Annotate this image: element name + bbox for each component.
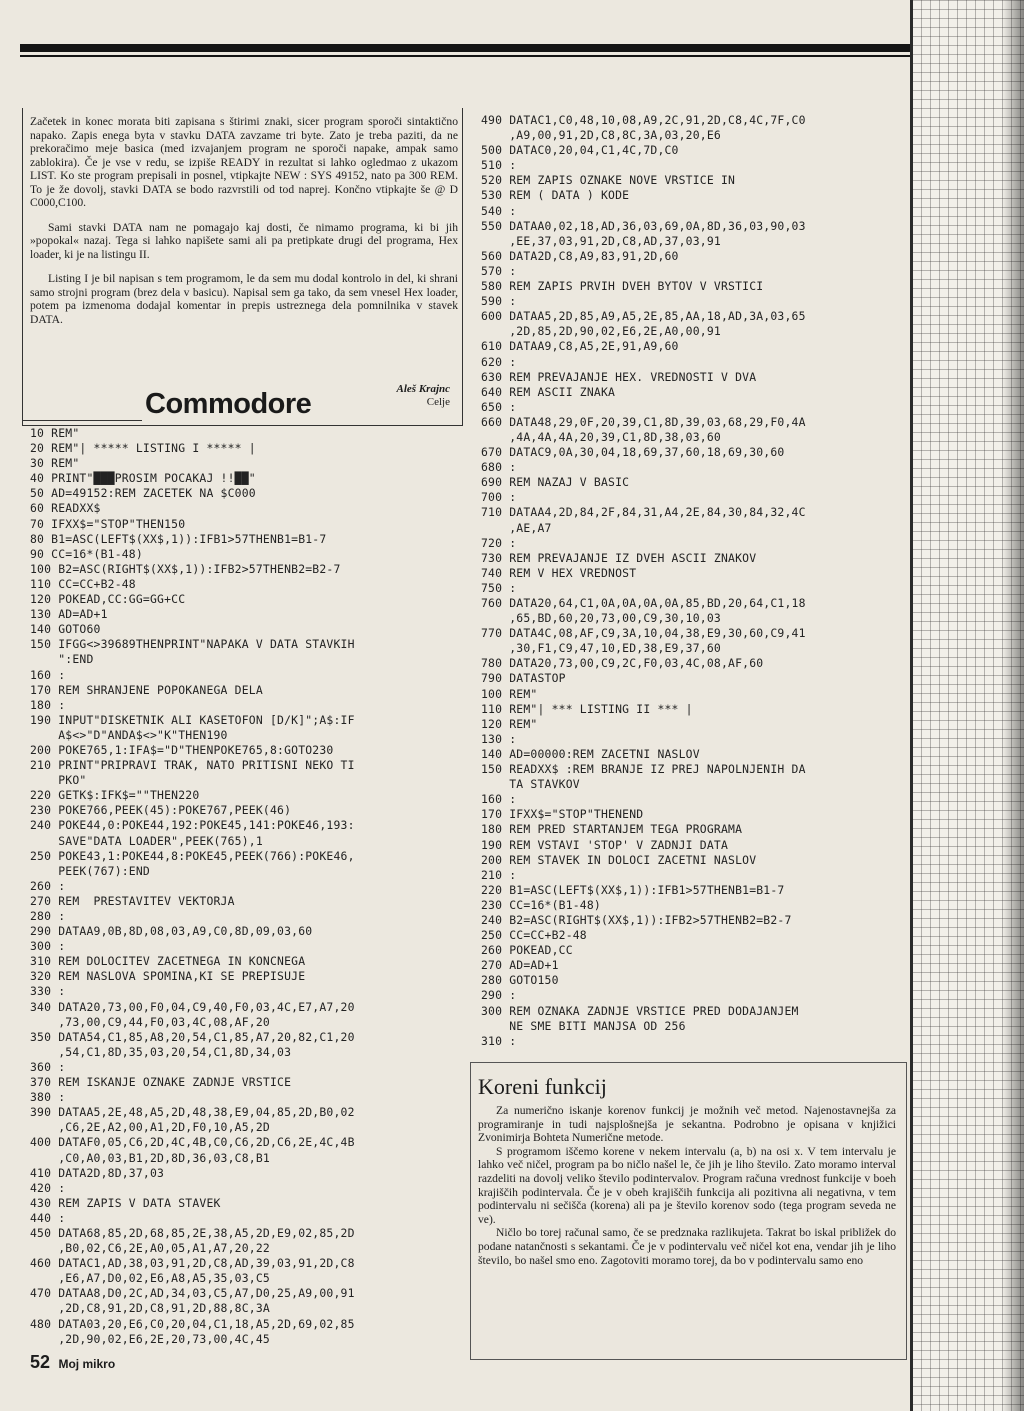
code-line: ,A9,00,91,2D,C8,8C,3A,03,20,E6	[481, 128, 721, 143]
author-city: Celje	[426, 396, 450, 408]
code-line: 270 AD=AD+1	[481, 958, 559, 973]
magazine-name: Moj mikro	[58, 1357, 116, 1371]
code-line: 650 :	[481, 399, 517, 414]
code-line: ,54,C1,8D,35,03,20,54,C1,8D,34,03	[30, 1044, 292, 1059]
code-line: 430 REM ZAPIS V DATA STAVEK	[30, 1195, 221, 1210]
code-line: 330 :	[30, 984, 66, 999]
code-line: 680 :	[481, 460, 517, 475]
page-gutter-shadow	[1002, 0, 1024, 1411]
code-line: 510 :	[481, 158, 517, 173]
code-line: 150 READXX$ :REM BRANJE IZ PREJ NAPOLNJENIH DA	[481, 762, 806, 777]
code-line: 150 IFGG<>39689THENPRINT"NAPAKA V DATA STAVKIH	[30, 637, 355, 652]
section-brand-commodore: Commodore	[145, 388, 312, 420]
code-line: 760 DATA20,64,C1,0A,0A,0A,0A,85,BD,20,64,C1,18	[481, 596, 806, 610]
code-line: 240 POKE44,0:POKE44,192:POKE45,141:POKE46,193:	[30, 818, 355, 833]
code-line: 120 POKEAD,CC:GG=GG+CC	[30, 592, 186, 607]
code-line: 790 DATASTOP	[481, 671, 566, 686]
code-line: 450 DATA68,85,2D,68,85,2E,38,A5,2D,E9,02,85,2D	[30, 1225, 355, 1240]
code-line: ,4A,4A,4A,20,39,C1,8D,38,03,60	[481, 429, 721, 444]
listing-i-code	[30, 426, 355, 1347]
code-line: 50 AD=49152:REM ZACETEK NA $C000	[30, 486, 256, 501]
code-line: 360 :	[30, 1059, 66, 1074]
code-line: 750 :	[481, 580, 517, 595]
top-rule-thin	[20, 55, 912, 57]
code-line: 260 POKEAD,CC	[481, 943, 573, 958]
code-line: ,2D,C8,91,2D,C8,91,2D,88,8C,3A	[30, 1301, 270, 1316]
code-line: 520 REM ZAPIS OZNAKE NOVE VRSTICE IN	[481, 173, 736, 188]
code-line: 140 AD=00000:REM ZACETNI NASLOV	[481, 746, 700, 761]
code-line: ,73,00,C9,44,F0,03,4C,08,AF,20	[30, 1014, 270, 1029]
code-line: 460 DATAC1,AD,38,03,91,2D,C8,AD,39,03,91,2D,C8	[30, 1256, 355, 1271]
code-line: 710 DATAA4,2D,84,2F,84,31,A4,2E,84,30,84,32,4C	[481, 505, 806, 520]
code-line: 210 :	[481, 867, 517, 882]
code-line: SAVE"DATA LOADER",PEEK(765),1	[30, 833, 263, 848]
code-line: 220 GETK$:IFK$=""THEN220	[30, 788, 200, 803]
article-frame-left	[22, 108, 23, 426]
code-line: 220 B1=ASC(LEFT$(XX$,1)):IFB1>57THENB1=B1-7	[481, 882, 785, 897]
code-line: PEEK(767):END	[30, 863, 150, 878]
code-line: 700 :	[481, 490, 517, 505]
code-line: 370 REM ISKANJE OZNAKE ZADNJE VRSTICE	[30, 1075, 292, 1090]
code-line: 600 DATAA5,2D,85,A9,A5,2E,85,AA,18,AD,3A,03,65	[481, 309, 806, 324]
code-line: 440 :	[30, 1210, 66, 1225]
code-line: 250 POKE43,1:POKE44,8:POKE45,PEEK(766):POKE46,	[30, 848, 355, 863]
code-line: 780 DATA20,73,00,C9,2C,F0,03,4C,08,AF,60	[481, 656, 764, 671]
code-line: 230 POKE766,PEEK(45):POKE767,PEEK(46)	[30, 803, 292, 818]
code-line: 200 REM STAVEK IN DOLOCI ZACETNI NASLOV	[481, 852, 757, 867]
code-line: 310 REM DOLOCITEV ZACETNEGA IN KONCNEGA	[30, 954, 306, 969]
code-line: 720 :	[481, 535, 517, 550]
code-line: ,E6,A7,D0,02,E6,A8,A5,35,03,C5	[30, 1271, 270, 1286]
code-line: 390 DATAA5,2E,48,A5,2D,48,38,E9,04,85,2D,B0,02	[30, 1105, 355, 1120]
code-line: 200 POKE765,1:IFA$="D"THENPOKE765,8:GOTO230	[30, 742, 334, 757]
code-line: 160 :	[30, 667, 66, 682]
code-line: 310 :	[481, 1033, 517, 1048]
code-line: 610 DATAA9,C8,A5,2E,91,A9,60	[481, 339, 679, 354]
code-line: 380 :	[30, 1090, 66, 1105]
brand-rule	[22, 420, 142, 421]
code-line: 270 REM PRESTAVITEV VEKTORJA	[30, 893, 235, 908]
code-line: 30 REM"	[30, 456, 80, 471]
code-line: ,2D,85,2D,90,02,E6,2E,A0,00,91	[481, 324, 721, 339]
code-line: 300 REM OZNAKA ZADNJE VRSTICE PRED DODAJANJEM	[481, 1003, 799, 1018]
box-paragraph: S programom iščemo korene v nekem intervalu (a, b) na osi x. V tem intervalu je lahko več ničel, program pa bo ničlo našel le, če jih je liho število. Zato moramo interval razdeliti na dovolj veliko število podintervalov. Program računa vrednost funkcije v boeh krajiščih podintervala. Če je v obeh krajiščih funkcija ali pozitivna ali negativna, v tem podintervalu ni sečišča (korena) ali pa je število korenov sodo (tega program seveda ne ve).	[478, 1144, 896, 1226]
code-line: 530 REM ( DATA ) KODE	[481, 188, 630, 203]
box-title: Koreni funkcij	[478, 1074, 607, 1099]
code-line: ,65,BD,60,20,73,00,C9,30,10,03	[481, 611, 721, 626]
page-number: 52	[30, 1352, 51, 1372]
code-line: 290 DATAA9,0B,8D,08,03,A9,C0,8D,09,03,60	[30, 924, 313, 939]
code-line: 640 REM ASCII ZNAKA	[481, 384, 616, 399]
code-line: 550 DATAA0,02,18,AD,36,03,69,0A,8D,36,03,90,03	[481, 218, 806, 233]
page-footer	[30, 1352, 115, 1373]
intro-paragraph: Listing I je bil napisan s tem programom, le da sem mu dodal kontrolo in del, ki shrani samo strojni program (brez dela v basicu). Napisal sem ga tako, da sem vnesel Hex loader, potem pa izmenoma dodajal komentar in prepis ustreznega dela pomnilnika v stavek DATA.	[30, 272, 458, 326]
code-line: 350 DATA54,C1,85,A8,20,54,C1,85,A7,20,82,C1,20	[30, 1029, 355, 1044]
code-line: 120 REM"	[481, 716, 538, 731]
code-line: 210 PRINT"PRIPRAVI TRAK, NATO PRITISNI NEKO TI	[30, 758, 355, 773]
code-line: 190 REM VSTAVI 'STOP' V ZADNJI DATA	[481, 837, 729, 852]
code-line: 540 :	[481, 203, 517, 218]
code-line: 240 B2=ASC(RIGHT$(XX$,1)):IFB2>57THENB2=B2-7	[481, 912, 792, 927]
code-line: 60 READXX$	[30, 501, 101, 516]
listing-ii-code	[481, 113, 806, 1049]
code-line: 250 CC=CC+B2-48	[481, 928, 587, 943]
code-line: 130 :	[481, 731, 517, 746]
code-line: 690 REM NAZAJ V BASIC	[481, 475, 630, 490]
code-line: 260 :	[30, 878, 66, 893]
code-line: 100 REM"	[481, 686, 538, 701]
code-line: 570 :	[481, 263, 517, 278]
code-line: 10 REM"	[30, 426, 80, 440]
code-line: 580 REM ZAPIS PRVIH DVEH BYTOV V VRSTICI	[481, 279, 764, 294]
code-line: 300 :	[30, 939, 66, 954]
code-line: 70 IFXX$="STOP"THEN150	[30, 516, 186, 531]
code-line: 160 :	[481, 792, 517, 807]
code-line: ,C0,A0,03,B1,2D,8D,36,03,C8,B1	[30, 1150, 270, 1165]
code-line: 480 DATA03,20,E6,C0,20,04,C1,18,A5,2D,69,02,85	[30, 1316, 355, 1331]
code-line: PKO"	[30, 773, 87, 788]
code-line: A$<>"D"ANDA$<>"K"THEN190	[30, 727, 228, 742]
code-line: 340 DATA20,73,00,F0,04,C9,40,F0,03,4C,E7,A7,20	[30, 999, 355, 1014]
code-line: 320 REM NASLOVA SPOMINA,KI SE PREPISUJE	[30, 969, 306, 984]
code-line: 490 DATAC1,C0,48,10,08,A9,2C,91,2D,C8,4C,7F,C0	[481, 113, 806, 127]
code-line: TA STAVKOV	[481, 777, 580, 792]
code-line: 170 IFXX$="STOP"THENEND	[481, 807, 644, 822]
code-line: ,B0,02,C6,2E,A0,05,A1,A7,20,22	[30, 1241, 270, 1256]
box-paragraph: Ničlo bo torej računal samo, če se predznaka razlikujeta. Takrat bo iskal približek do podane natančnosti s sekantami. Če je v podintervalu več ničel kot ena, vendar jih je liho število, bo našel smo eno. Zagotoviti moramo torej, da bo v podintervalu samo eno	[478, 1226, 896, 1267]
code-line: 770 DATA4C,08,AF,C9,3A,10,04,38,E9,30,60,C9,41	[481, 626, 806, 641]
code-line: ,2D,90,02,E6,2E,20,73,00,4C,45	[30, 1331, 270, 1346]
code-line: ,AE,A7	[481, 520, 552, 535]
code-line: 420 :	[30, 1180, 66, 1195]
code-line: 100 B2=ASC(RIGHT$(XX$,1)):IFB2>57THENB2=B2-7	[30, 561, 341, 576]
code-line: 110 CC=CC+B2-48	[30, 576, 136, 591]
code-line: 560 DATA2D,C8,A9,83,91,2D,60	[481, 248, 679, 263]
code-line: ":END	[30, 652, 94, 667]
code-line: 410 DATA2D,8D,37,03	[30, 1165, 165, 1180]
code-line: 470 DATAA8,D0,2C,AD,34,03,C5,A7,D0,25,A9,00,91	[30, 1286, 355, 1301]
code-line: 400 DATAF0,05,C6,2D,4C,4B,C0,C6,2D,C6,2E,4C,4B	[30, 1135, 355, 1150]
code-line: 110 REM"| *** LISTING II *** |	[481, 701, 693, 716]
code-line: ,30,F1,C9,47,10,ED,38,E9,37,60	[481, 641, 721, 656]
graph-paper-border	[910, 0, 913, 1411]
intro-paragraph: Sami stavki DATA nam ne pomagajo kaj dosti, če nimamo programa, ki bi jih »popokal« nazaj. Tega si lahko napišete sami ali pa pretipkate drugi del programa, Hex loader, ki je na listingu II.	[30, 220, 458, 261]
code-line: 280 GOTO150	[481, 973, 559, 988]
code-line: 20 REM"| ***** LISTING I ***** |	[30, 441, 256, 456]
code-line: 630 REM PREVAJANJE HEX. VREDNOSTI V DVA	[481, 369, 757, 384]
article-frame-right	[462, 108, 463, 426]
code-line: ,EE,37,03,91,2D,C8,AD,37,03,91	[481, 233, 721, 248]
intro-paragraph: Začetek in konec morata biti zapisana s štirimi znaki, sicer program sporoči sintaktično napako. Zapis enega byta v stavku DATA zavzame tri byte. Zato je treba paziti, da ne prekoračimo meje basica (med izvajanjem program ne sporoči napake, ampak samo zablokira). Če je vse v redu, se izpiše READY in rezultat si lahko ogledmao z ukazom LIST. Ko ste program prepisali in posnel, vtipkajte NEW : SYS 49152, nato pa 300 REM. To je že dovolj, stavki DATA se bodo razvrstili od tod naprej. Končno vtipkajte še @ D C000,C100.	[30, 115, 458, 209]
box-paragraph: Za numerično iskanje korenov funkcij je možnih več metod. Najenostavnejša za programiranje in tudi najsplošnejša je sekantna. Podrobno je opisana v knjižici Zvonimirja Bohteta Numerične metode.	[478, 1104, 896, 1145]
code-line: 180 :	[30, 697, 66, 712]
code-line: 230 CC=16*(B1-48)	[481, 897, 601, 912]
intro-text	[30, 115, 458, 337]
code-line: 740 REM V HEX VREDNOST	[481, 565, 637, 580]
code-line: 670 DATAC9,0A,30,04,18,69,37,60,18,69,30,60	[481, 445, 785, 460]
code-line: 500 DATAC0,20,04,C1,4C,7D,C0	[481, 143, 679, 158]
code-line: 170 REM SHRANJENE POPOKANEGA DELA	[30, 682, 263, 697]
code-line: 80 B1=ASC(LEFT$(XX$,1)):IFB1>57THENB1=B1-7	[30, 531, 327, 546]
code-line: 90 CC=16*(B1-48)	[30, 546, 143, 561]
code-line: ,C6,2E,A2,00,A1,2D,F0,10,A5,2D	[30, 1120, 270, 1135]
code-line: 660 DATA48,29,0F,20,39,C1,8D,39,03,68,29,F0,4A	[481, 414, 806, 429]
code-line: 130 AD=AD+1	[30, 607, 108, 622]
author-block	[340, 383, 450, 409]
code-line: 590 :	[481, 294, 517, 309]
code-line: 40 PRINT"███PROSIM POCAKAJ !!██"	[30, 471, 256, 486]
code-line: 290 :	[481, 988, 517, 1003]
code-line: 190 INPUT"DISKETNIK ALI KASETOFON [D/K]";A$:IF	[30, 712, 355, 727]
box-text	[478, 1104, 896, 1267]
code-line: NE SME BITI MANJSA OD 256	[481, 1018, 686, 1033]
code-line: 620 :	[481, 354, 517, 369]
code-line: 730 REM PREVAJANJE IZ DVEH ASCII ZNAKOV	[481, 550, 757, 565]
code-line: 280 :	[30, 909, 66, 923]
top-rule	[20, 44, 912, 52]
author-name: Aleš Krajnc	[396, 383, 450, 395]
code-line: 180 REM PRED STARTANJEM TEGA PROGRAMA	[481, 822, 743, 837]
code-line: 140 GOTO60	[30, 622, 101, 637]
